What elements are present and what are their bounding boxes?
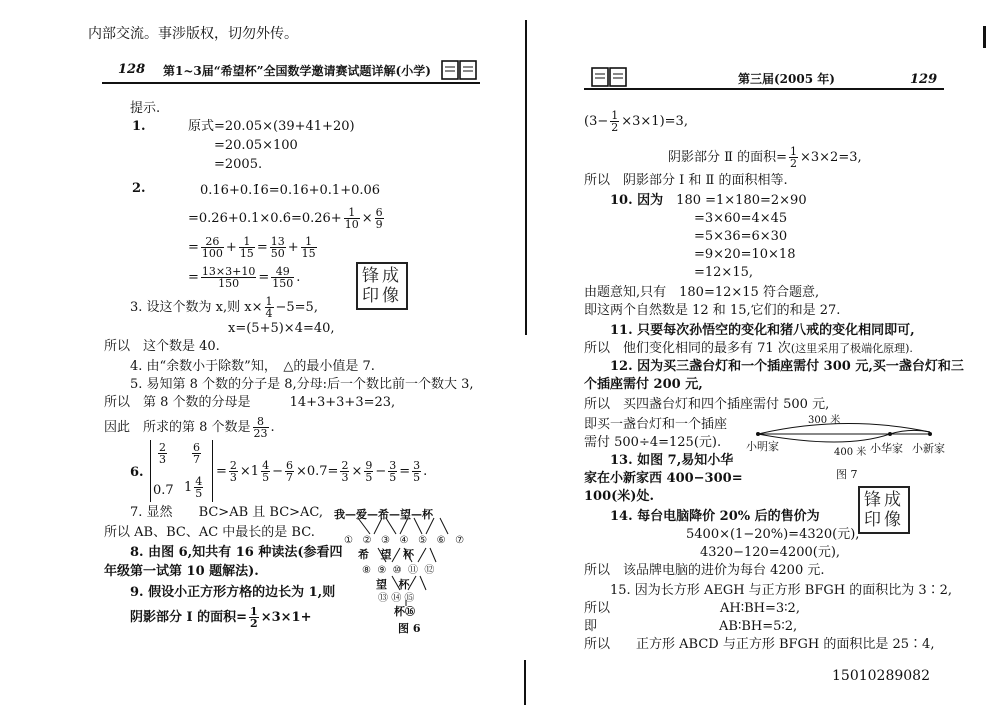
- solution-line: 所以 该品牌电脑的进价为每台 4200 元.: [584, 563, 825, 578]
- solution-line: =0.26+0.1×0.6̇=0.26+ $\frac{1}{10}$ × $\frac{6}{9}$: [188, 206, 383, 231]
- figure-6-top-row: 我—爱—希—望—杯: [334, 508, 433, 521]
- matrix-entry: $\frac{6}{7}$: [193, 441, 200, 466]
- solution-line: 阴影部分 Ⅰ 的面积= $\frac{1}{2}$ ×3×1+: [130, 605, 312, 630]
- page-number-left: 128: [118, 62, 146, 77]
- figure-7-label: 小新家: [912, 442, 945, 455]
- running-head-right: 第三届(2005 年): [738, 72, 835, 86]
- solution-line: =5×36=6×30: [694, 229, 788, 244]
- solution-line: 0.16+0.1̇6=0.16+0.1+0.06: [200, 183, 381, 198]
- solution-line: 15. 因为长方形 AEGH 与正方形 BFGH 的面积比为 3∶2,: [610, 583, 953, 598]
- gutter-line: [525, 20, 527, 335]
- solution-line: 所以 正方形 ABCD 与正方形 BFGH 的面积比是 25∶4,: [584, 637, 935, 652]
- solution-line: 所以 第 8 个数的分母是 14+3+3+3=23,: [104, 395, 396, 410]
- solution-line: 12. 因为买三盏台灯和一个插座需付 300 元,买一盏台灯和三: [610, 359, 964, 374]
- solution-line: =3×60=4×45: [694, 211, 788, 226]
- solution-line: 13. 如图 7,易知小华: [610, 453, 734, 468]
- solution-line: =2005.: [214, 157, 263, 172]
- solution-line: 即 AB∶BH=5∶2,: [584, 619, 798, 634]
- solution-line: 所以 买四盏台灯和四个插座需付 500 元,: [584, 397, 830, 412]
- solution-line: x=(5+5)×4=40,: [228, 321, 335, 336]
- solution-line: = $\frac{13\times 3+10}{150}$ = $\frac{49}{150}$ .: [188, 265, 301, 290]
- copyright-notice: 内部交流。事涉版权，切勿外传。: [88, 26, 298, 42]
- figure-7-label: 400 米: [834, 447, 867, 458]
- solution-line: 阴影部分 Ⅱ 的面积= $\frac{1}{2}$ ×3×2=3,: [668, 145, 862, 170]
- determinant-bar: [150, 440, 151, 502]
- solution-line: 因此 所求的第 8 个数是 $\frac{8}{23}$ .: [104, 415, 275, 440]
- book-icon: [440, 55, 478, 81]
- solution-line: 所以 AH∶BH=3∶2,: [584, 601, 800, 616]
- figure-6-row-2: 希 望 杯: [358, 548, 414, 561]
- solution-line: 由题意知,只有 180=12×15 符合题意,: [584, 285, 820, 300]
- solution-line: 14. 每台电脑降价 20% 后的售价为: [610, 509, 820, 524]
- solution-line: = $\frac{2}{3}$ ×1 $\frac{4}{5}$ − $\frac{6}{7}$ ×0.7= $\frac{2}{3}$ × $\frac{9}{5}$ − $\frac{3}{5}$ = $\frac{3}{5}$ .: [216, 459, 428, 484]
- solution-line: 所以 阴影部分 Ⅰ 和 Ⅱ 的面积相等.: [584, 173, 788, 188]
- solution-line: =20.05×100: [214, 138, 298, 153]
- solution-line: 年级第一试第 10 题解法).: [104, 564, 259, 579]
- seal-stamp: 锋成 印像: [858, 486, 910, 534]
- solution-line: 所以 AB、BC、AC 中最长的是 BC.: [104, 525, 315, 540]
- solution-line: =9×20=10×18: [694, 247, 796, 262]
- figure-6-row-3: 望 杯: [376, 578, 410, 591]
- figure-7-label: 小明家: [746, 440, 779, 453]
- book-icon: [590, 62, 628, 88]
- solution-line: 即买一盏台灯和一个插座: [584, 417, 728, 432]
- figure-6-caption: 图 6: [398, 622, 421, 635]
- header-rule: [102, 82, 480, 84]
- problem-number: 2.: [132, 181, 146, 196]
- solution-line: =12×15,: [694, 265, 754, 280]
- page-number-right: 129: [910, 72, 938, 87]
- phone-number: 15010289082: [832, 668, 930, 684]
- gutter-line: [524, 660, 526, 705]
- solution-line: 家在小新家西 400−300=: [584, 471, 743, 486]
- solution-line: 所以 他们变化相同的最多有 71 次(这里采用了极端化原理).: [584, 341, 913, 356]
- solution-line: 即这两个自然数是 12 和 15,它们的和是 27.: [584, 303, 841, 318]
- solution-line: 8. 由图 6,知共有 16 种读法(参看四: [130, 545, 343, 560]
- figure-6-circled-labels: ⑬ ⑭ ⑮: [378, 593, 415, 604]
- figure-7-label: 300 米: [808, 415, 841, 426]
- header-rule: [584, 88, 944, 90]
- determinant-bar: [212, 440, 213, 502]
- solution-line: 100(米)处.: [584, 489, 654, 504]
- matrix-entry: 1 $\frac{4}{5}$: [184, 475, 203, 500]
- solution-line: 4. 由“余数小于除数”知， △的最小值是 7.: [130, 359, 375, 374]
- solution-line: 5400×(1−20%)=4320(元),: [686, 527, 860, 542]
- figure-6-circled-labels: ⑧ ⑨ ⑩ ⑪ ⑫: [362, 565, 435, 576]
- solution-line: 个插座需付 200 元,: [584, 377, 703, 392]
- figure-7-label: 小华家: [870, 442, 903, 455]
- solution-line: 10. 因为 180 =1×180=2×90: [610, 193, 807, 208]
- solution-line: = $\frac{26}{100}$ + $\frac{1}{15}$ = $\frac{13}{50}$ + $\frac{1}{15}$: [188, 235, 316, 260]
- seal-stamp: 锋成 印像: [356, 262, 408, 310]
- matrix-entry: $\frac{2}{3}$: [159, 441, 166, 466]
- solution-line: (3− $\frac{1}{2}$ ×3×1)=3,: [584, 109, 688, 134]
- figure-6-row-4: 杯⑯: [394, 605, 415, 618]
- matrix-entry: 0.7: [153, 483, 174, 498]
- solution-line: 原式=20.05×(39+41+20): [188, 119, 355, 134]
- solution-line: 需付 500÷4=125(元).: [584, 435, 722, 450]
- figure-6-circled-labels: ① ② ③ ④ ⑤ ⑥ ⑦: [344, 535, 465, 546]
- solution-line: 4320−120=4200(元),: [700, 545, 841, 560]
- solution-line: 7. 显然 BC>AB 且 BC>AC,: [130, 505, 324, 520]
- problem-number: 6.: [130, 465, 144, 480]
- hint-label: 提示.: [130, 101, 161, 116]
- solution-line: 所以 这个数是 40.: [104, 339, 220, 354]
- solution-line: 5. 易知第 8 个数的分子是 8,分母:后一个数比前一个数大 3,: [130, 377, 474, 392]
- running-head-left: 第1~3届“希望杯”全国数学邀请赛试题详解(小学): [163, 64, 431, 78]
- problem-number: 1.: [132, 119, 146, 134]
- solution-line: 11. 只要每次孙悟空的变化和猪八戒的变化相同即可,: [610, 323, 915, 338]
- solution-line: 3. 设这个数为 x,则 x× $\frac{1}{4}$ −5=5,: [130, 295, 318, 320]
- page-edge-mark: [983, 26, 986, 48]
- solution-line: 9. 假设小正方形方格的边长为 1,则: [130, 585, 336, 600]
- figure-7-caption: 图 7: [836, 468, 858, 481]
